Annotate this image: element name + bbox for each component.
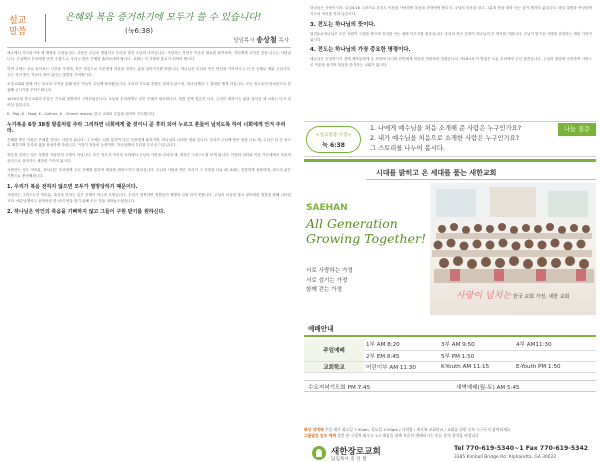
motto-item: 서로 섬기는 가정 <box>306 277 348 284</box>
section-divider <box>304 159 596 162</box>
table-row <box>304 339 596 350</box>
sermon-heading: 3. 전도는 하나님의 뜻이다. <box>310 21 376 28</box>
dawn-service: 새벽예배(월-토) AM 5:45 <box>456 385 520 391</box>
question-item: 2. 내가 예수님을 처음으로 소개한 사람은 누구인가요? <box>370 135 520 142</box>
sermon-paragraph: 복음을 전하는 일은 특별한 사람만의 사명이 아닙니다. 모든 성도가 자신의 자리에서 주님의 사랑을 나타낼 때, 세상은 그리스도를 보게 됩니다. 가정과 일터와 이웃 가운데에서 복음의 증인으로 살아가는 새한의 가족이 됩시다. <box>7 152 291 163</box>
notice-line: 그룹말씀 암송 예배 말씀 한 구절씩 외우고 1:1 매칭을 함께 복음이 예배하시는 모든 분의 참석을 바랍니다 <box>304 432 479 438</box>
notice-block <box>304 427 596 438</box>
sermon-reference: (눅6:38) <box>125 27 153 35</box>
photo-caption: 사랑이 넘치는 한국 교회 가정, 새한 교회 <box>456 291 570 301</box>
service-time: 5부 PM 1:50 <box>439 350 514 361</box>
table-row <box>304 361 596 372</box>
church-name: 새한장로교회 <box>331 447 381 457</box>
sermon-heading: 4. 전도는 하나님의 가장 중요한 명령이다. <box>310 47 411 54</box>
sunday-label: 주일예배 <box>304 339 364 361</box>
service-time: 4부 AM11:30 <box>514 339 596 350</box>
sermon-author: 담임목사 송상철 목사 <box>233 36 289 44</box>
sermon-paragraph: 사랑하는 그리스도인 여러분, 복음을 전하는 일은 선택이 아니라 사명입니다. 우리가 침묵하면 영혼들이 생명의 길을 알지 못합니다. 주님의 마음을 품고 잃어버린 영혼을 향해 나아갑시다. 예수님께서도 잃어버린 한 마리 양을 찾기 위해 모든 것을 내려놓으셨습니다. <box>7 193 291 204</box>
service-time: 1부 AM 8:20 <box>364 339 439 350</box>
vision-title: 시대를 밝히고 온 세대를 품는 새한교회 <box>376 169 497 177</box>
worship-table <box>304 339 596 373</box>
sermon-header <box>7 6 291 48</box>
weekday-services <box>304 380 596 392</box>
service-time <box>514 350 596 361</box>
service-time: 2부 EM 8:45 <box>364 350 439 361</box>
divider <box>45 14 46 42</box>
sermon-paragraph: 1970년대 한국교회의 부흥은 기도와 말씀에서 시작되었습니다. 오늘날 우리에게도 같은 은혜가 필요합니다. 말씀 앞에 겸손히 서서, 주님이 원하시는 삶을 살아갈 때 교회는 다시 일어설 것입니다. <box>7 97 291 107</box>
sharing-tag: 나눔 질문 <box>558 123 596 136</box>
church-address: 3385 Kimball Bridge Rd. Alpharetta, GA 30022 <box>454 455 557 460</box>
congregation-photo <box>430 183 596 315</box>
school-time: K-Youth AM 11:15 <box>439 361 514 372</box>
slogan: All Generation Growing Together! <box>306 216 426 246</box>
contact-info: Tel 770-619-5340~1 Fax 770-619-5342 <box>454 445 589 452</box>
church-logo-icon <box>312 446 326 460</box>
sermon-heading: 2. 하나님은 악인의 죽음을 기뻐하지 않고 그들이 구원 받기를 원하신다. <box>7 208 166 215</box>
divider <box>366 179 596 180</box>
worship-schedule <box>304 320 596 415</box>
motto-item: 서로 사랑하는 가정 <box>306 268 353 274</box>
school-label: 교회학교 <box>304 361 364 372</box>
pastor-name: 담임목사 송 상 철 <box>331 456 367 462</box>
sermon-paragraph: 하나님은 사랑이시라. 요일4:16 그러므로 우리도 이웃을 사랑하며 복음을 전하여야 합니다. 주님의 마음을 알고 그분의 뜻을 따라 사는 것이 제자의 삶입니다. 매일 말씀을 묵상하며 기도의 자리를 지켜 나갑시다. <box>310 6 592 16</box>
sermon-paragraph: 소망교회와 함께 하는 선교의 사역을 통해 많은 이들이 주님께 돌아왔습니다. 우리의 기도와 후원은 헛되지 않으며, 하나님께서 그 열매를 맺게 하십니다. 모든 성도들이 한마음으로 동참해 주시기를 부탁드립니다. <box>7 81 291 92</box>
sermon-label: 설교 말씀 <box>9 16 27 37</box>
question-item: 그 스토리를 나누어 봅시다. <box>370 145 445 152</box>
question-list <box>370 124 540 154</box>
sermon-title: 은혜와 복음 증거하기에 모두가 쓸 수 있습니다! <box>65 12 262 23</box>
motto-list <box>306 267 353 296</box>
sermon-paragraph: 이번 주에는 서로 돌아보는 시간을 가지며, 작은 섬김으로 이웃에게 복음을 전하는 삶을 살아가기를 바랍니다. 하나님은 우리의 작은 헌신을 기억하시고 더 큰 은혜로 채워 주십니다. 주는 자가 받는 자보다 복이 있다는 말씀을 기억합시다. <box>7 66 291 77</box>
school-time: E-Youth PM 1:50 <box>514 361 596 372</box>
school-time: 어린이부 AM 11:30 <box>364 361 439 372</box>
sermon-heading: 누가복음 6장 38절 말씀처럼 주라 그리하면 너희에게 줄 것이니 곧 후히 되어 누르고 흔들어 넘치도록 하여 너희에게 안겨 주리라. <box>7 122 286 135</box>
sermon-list: K - Pop, K - Food, K - Culture, K - Church revival, 한국 교회의 부흥을 위하여 기도합시다. <box>7 112 156 117</box>
sermon-paragraph: 딤전2:4 하나님은 모든 사람이 구원을 받으며 진리를 아는 데에 이르기를 원하십니다. 우리의 작은 순종이 하나님의 큰 역사를 이룹니다. 주님이 맡기신 사명을 감당하는 새한 가족이 됩시다. <box>310 31 592 42</box>
church-name-en: SAEHAN <box>306 203 348 213</box>
notice-line: 화상 대예배 주일 매주 화요일 7:30am, 목요일 5:30pm / 다락방 / 새가족 교회학교 / 교회를 위한 중보 누구든지 참여하세요 <box>304 427 511 432</box>
sermon-paragraph: 사랑하는 성도 여러분, 하나님은 우리에게 주신 은혜를 통하여 세상을 변화시키기 원하십니다. 주님의 사랑을 받은 우리가 그 사랑을 나눌 때 교회는 건강하게 성장하며, 성도의 삶은 기쁨으로 충만해집니다. <box>7 167 291 178</box>
wednesday-service: 수요저녁기도회 PM 7:45 <box>308 385 371 391</box>
motto-item: 함께 걷는 가정 <box>306 287 342 293</box>
sharing-questions <box>304 121 596 157</box>
verse-badge: <설교말씀 구절> 눅 6:38 <box>306 126 361 153</box>
sermon-paragraph: 은혜를 받은 사람은 은혜를 전하는 사람이 됩니다. 그 은혜는 나를 통하여 다른 사람에게 흘러가며, 하나님의 나라를 세워 갑니다. 우리가 주님께 받은 복을 나눌 때, 주님은 더 큰 복으로 채우시며 우리의 삶을 풍성하게 하십니다. 이것이 복음의 능력이며, 하나님께서 우리를 부르신 이유입니다. <box>7 137 291 148</box>
worship-title: 예배안내 <box>308 325 334 333</box>
sermon-heading: 1. 우리가 복음 전하지 않으면 모두가 멸망당하기 때문이다. <box>7 183 138 190</box>
sermon-column <box>0 0 298 462</box>
question-item: 1. 나에게 예수님을 처음 소개해 준 사람은 누구인가요? <box>370 125 522 132</box>
church-vision-section <box>304 168 596 318</box>
sermon-paragraph: 예수께서 가르치시며 새 계명을 주셨습니다. 사랑은 주님의 명령이고 우리를 향한 주님의 마음입니다. 사랑하는 사람은 이웃의 필요를 돌아보며, 자신에게 주어진 것을 나누는 사람입니다. 주님께서 우리에게 먼저 주셨으니, 우리도 받은 은혜를 흘려보내야 합니다. 교회는 이 사랑의 통로가 되어야 합니다. <box>7 51 291 62</box>
service-time: 3부 AM 9:50 <box>439 339 514 350</box>
church-footer <box>304 445 596 462</box>
sermon-paragraph: 예수님은 승천하시기 전에 제자들에게 온 천하에 다니며 만민에게 복음을 전파하라 하셨습니다. 막16:15 이 명령은 오늘 우리에게 주신 말씀입니다. 주님의 명령에 순종하여 사랑으로 이웃을 섬기며 복음을 증거하는 교회가 됩시다. <box>310 57 592 68</box>
divider <box>304 335 596 337</box>
